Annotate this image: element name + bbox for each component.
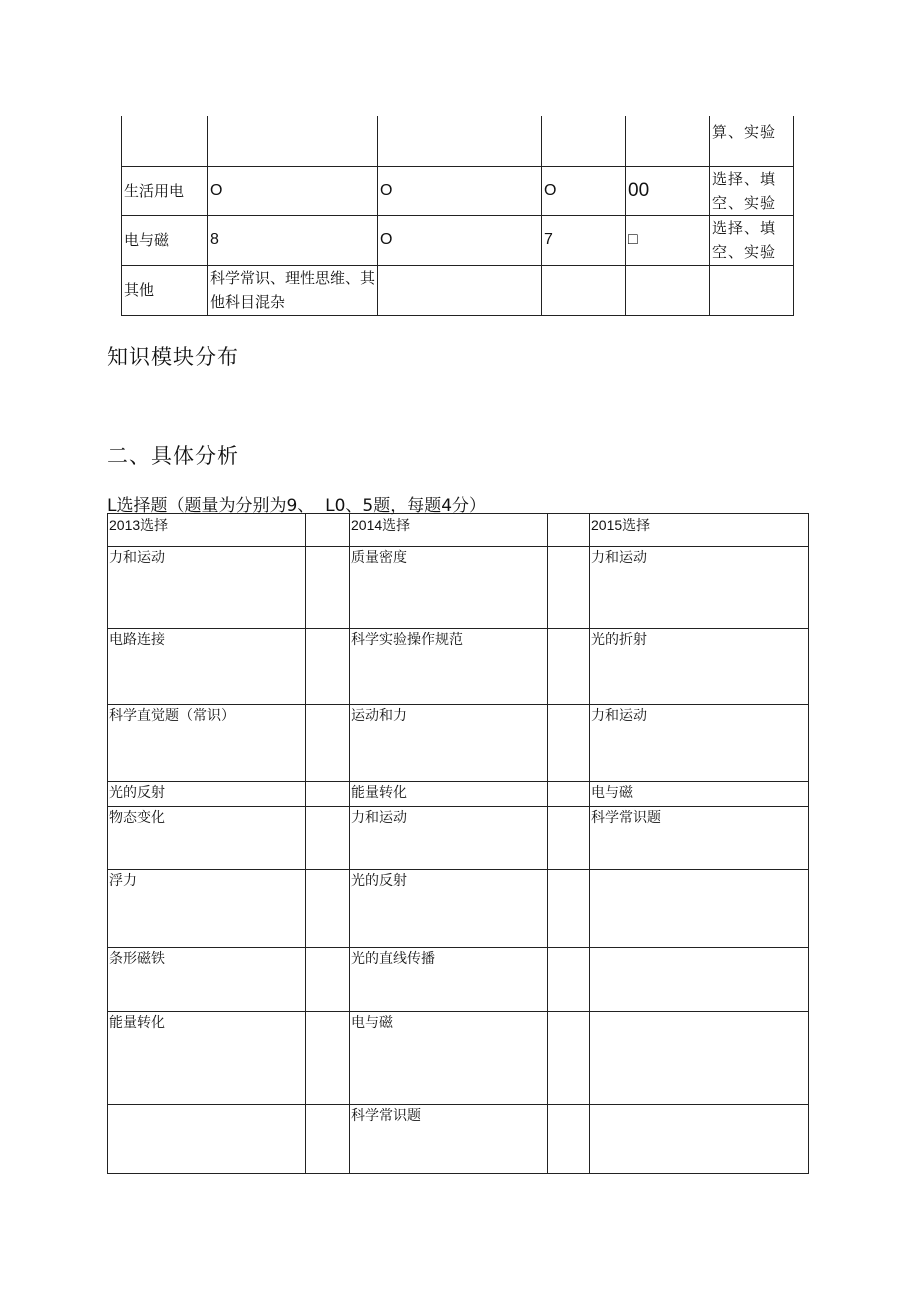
spacer-cell <box>306 705 350 782</box>
spacer-cell <box>306 948 350 1012</box>
cell-2015 <box>590 1012 809 1105</box>
cell-2013: 力和运动 <box>108 547 306 629</box>
cell <box>626 265 710 315</box>
question-type-note: 算、实验 <box>710 116 794 166</box>
module-summary-table <box>121 116 794 316</box>
table-row <box>108 782 809 807</box>
row-label: 其他 <box>122 265 208 315</box>
cell-2014: 光的直线传播 <box>350 948 548 1012</box>
cell: 8 <box>208 215 378 265</box>
question-type-note: 选择、填空、实验 <box>710 215 794 265</box>
cell: 7 <box>542 215 626 265</box>
question-type-note <box>710 265 794 315</box>
section-two-heading: 二、具体分析 <box>107 444 239 468</box>
cell <box>378 265 542 315</box>
cell: O <box>542 166 626 215</box>
cell-2013: 浮力 <box>108 870 306 948</box>
cell: O <box>208 166 378 215</box>
cell-2014: 力和运动 <box>350 807 548 870</box>
spacer-cell <box>548 514 590 547</box>
table-row <box>108 870 809 948</box>
cell <box>542 116 626 166</box>
spacer-cell <box>548 705 590 782</box>
spacer-cell <box>548 948 590 1012</box>
spacer-cell <box>548 629 590 705</box>
cell <box>378 116 542 166</box>
table-row <box>108 807 809 870</box>
cell-2015: 力和运动 <box>590 547 809 629</box>
spacer-cell <box>306 807 350 870</box>
cell-2015 <box>590 948 809 1012</box>
cell-2013: 电路连接 <box>108 629 306 705</box>
cell-2013: 物态变化 <box>108 807 306 870</box>
spacer-cell <box>306 547 350 629</box>
cell-2015: 科学常识题 <box>590 807 809 870</box>
cell-2014: 运动和力 <box>350 705 548 782</box>
cell-2013: 科学直觉题（常识） <box>108 705 306 782</box>
cell-2013: 条形磁铁 <box>108 948 306 1012</box>
cell-2013: 能量转化 <box>108 1012 306 1105</box>
table-header-row <box>108 514 809 547</box>
cell-2015: 力和运动 <box>590 705 809 782</box>
cell: □ <box>626 215 710 265</box>
cell-2015 <box>590 870 809 948</box>
cell-2014: 光的反射 <box>350 870 548 948</box>
cell-2014: 质量密度 <box>350 547 548 629</box>
header-2015: 2015选择 <box>590 514 809 547</box>
cell <box>542 265 626 315</box>
cell-2014: 科学实验操作规范 <box>350 629 548 705</box>
spacer-cell <box>306 629 350 705</box>
cell-2014: 电与磁 <box>350 1012 548 1105</box>
table-row <box>122 215 794 265</box>
cell-2015 <box>590 1105 809 1174</box>
spacer-cell <box>306 870 350 948</box>
cell: O <box>378 215 542 265</box>
spacer-cell <box>548 1105 590 1174</box>
cell-2014: 能量转化 <box>350 782 548 807</box>
table-row <box>108 1105 809 1174</box>
cell: 00 <box>626 166 710 215</box>
cell <box>626 116 710 166</box>
cell-2014: 科学常识题 <box>350 1105 548 1174</box>
table-row <box>108 948 809 1012</box>
spacer-cell <box>306 1105 350 1174</box>
cell-2013: 光的反射 <box>108 782 306 807</box>
cell: O <box>378 166 542 215</box>
table-row <box>108 705 809 782</box>
table-row <box>108 547 809 629</box>
spacer-cell <box>306 514 350 547</box>
cell: 科学常识、理性思维、其他科目混杂 <box>208 265 378 315</box>
row-label: 电与磁 <box>122 215 208 265</box>
cell-2015: 电与磁 <box>590 782 809 807</box>
question-type-note: 选择、填空、实验 <box>710 166 794 215</box>
cell <box>208 116 378 166</box>
spacer-cell <box>548 870 590 948</box>
spacer-cell <box>548 782 590 807</box>
row-label <box>122 116 208 166</box>
table-row <box>122 265 794 315</box>
row-label: 生活用电 <box>122 166 208 215</box>
table-row <box>108 629 809 705</box>
header-2014: 2014选择 <box>350 514 548 547</box>
table-row <box>122 166 794 215</box>
spacer-cell <box>548 807 590 870</box>
spacer-cell <box>306 1012 350 1105</box>
spacer-cell <box>306 782 350 807</box>
knowledge-module-heading: 知识模块分布 <box>107 345 239 369</box>
spacer-cell <box>548 547 590 629</box>
table-row <box>122 116 794 166</box>
spacer-cell <box>548 1012 590 1105</box>
header-2013: 2013选择 <box>108 514 306 547</box>
choice-question-table <box>107 513 809 1174</box>
choice-question-subtitle: L选择题（题量为分别为9、 L0、5题，每题4分） <box>107 496 487 516</box>
cell-2013 <box>108 1105 306 1174</box>
table-row <box>108 1012 809 1105</box>
cell-2015: 光的折射 <box>590 629 809 705</box>
